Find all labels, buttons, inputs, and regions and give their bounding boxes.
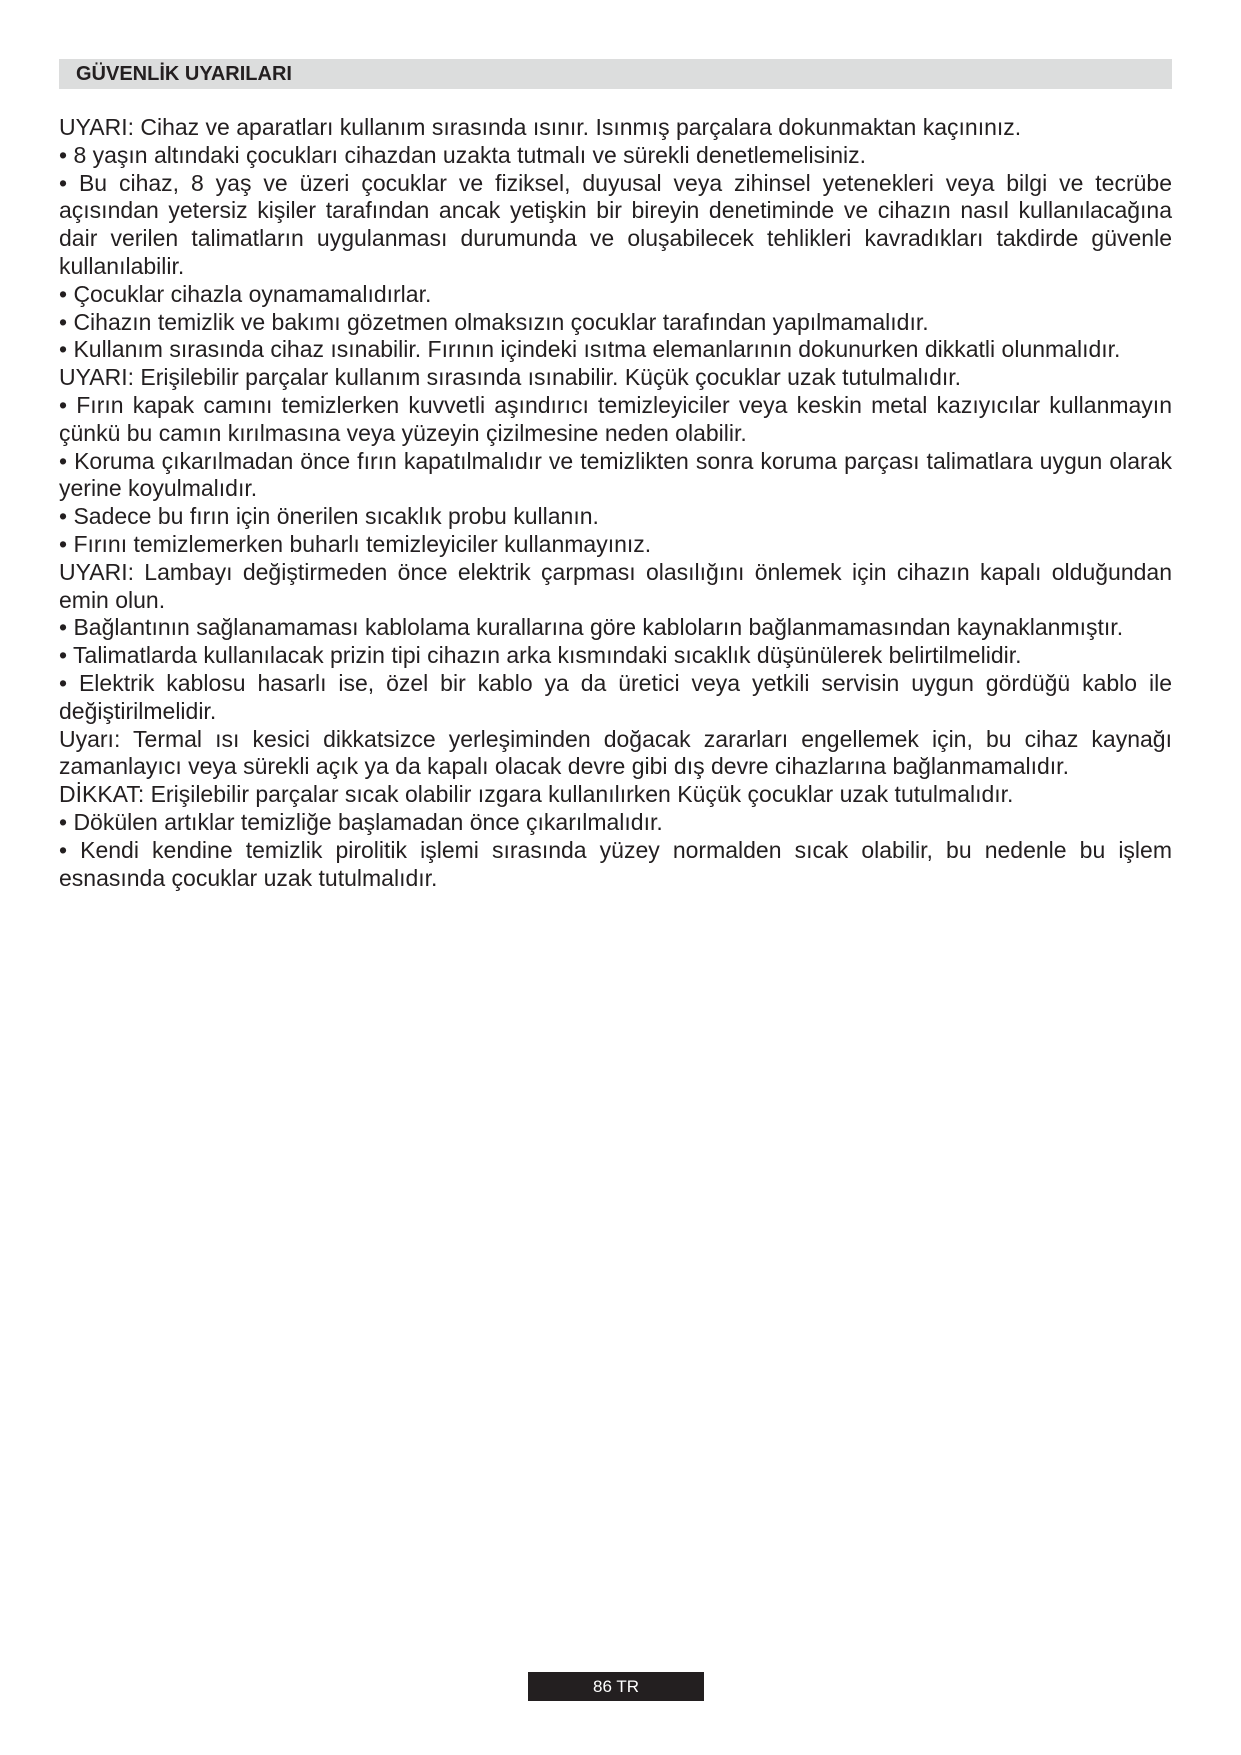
warning-paragraph: • Kullanım sırasında cihaz ısınabilir. Fırının içindeki ısıtma elemanlarının dokunurken dikkatli olunmalıdır. (59, 336, 1121, 363)
warning-paragraph: • Fırını temizlemerken buharlı temizleyiciler kullanmayınız. (59, 530, 652, 557)
warning-paragraph: • Dökülen artıklar temizliğe başlamadan önce çıkarılmalıdır. (59, 808, 663, 835)
warning-paragraph: • Sadece bu fırın için önerilen sıcaklık probu kullanın. (59, 503, 599, 530)
warning-text-body (59, 114, 1172, 892)
page-number: 86 TR (528, 1672, 704, 1701)
warning-paragraph: • Bu cihaz, 8 yaş ve üzeri çocuklar ve fiziksel, duyusal veya zihinsel yetenekleri veya bilgi ve tecrübe açısından yetersiz kişiler tarafından ancak yetişkin bir bireyin denetiminde ve cihazın nasıl kullanılacağına dair verilen talimatların uygulanması durumunda ve oluşabilecek tehlikleri kavradıkları takdirde güvenle kullanılabilir. (59, 169, 1172, 279)
warning-paragraph: • Koruma çıkarılmadan önce fırın kapatılmalıdır ve temizlikten sonra koruma parçası talimatlara uygun olarak yerine koyulmalıdır. (59, 447, 1172, 502)
warning-paragraph: • Fırın kapak camını temizlerken kuvvetli aşındırıcı temizleyiciler veya keskin metal kazıyıcılar kullanmayın çünkü bu camın kırılmasına veya yüzeyin çizilmesine neden olabilir. (59, 391, 1172, 446)
warning-paragraph: • Bağlantının sağlanamaması kablolama kurallarına göre kabloların bağlanmamasından kaynaklanmıştır. (59, 614, 1124, 641)
section-title: GÜVENLİK UYARILARI (59, 59, 1172, 89)
warning-paragraph: • Cihazın temizlik ve bakımı gözetmen olmaksızın çocuklar tarafından yapılmamalıdır. (59, 308, 929, 335)
warning-paragraph: • Talimatlarda kullanılacak prizin tipi cihazın arka kısmındaki sıcaklık düşünülerek belirtilmelidir. (59, 642, 1022, 669)
warning-paragraph: • Çocuklar cihazla oynamamalıdırlar. (59, 280, 432, 307)
warning-paragraph: • Kendi kendine temizlik pirolitik işlemi sırasında yüzey normalden sıcak olabilir, bu nedenle bu işlem esnasında çocuklar uzak tutulmalıdır. (59, 836, 1172, 891)
warning-paragraph: UYARI: Lambayı değiştirmeden önce elektrik çarpması olasılığını önlemek için cihazın kapalı olduğundan emin olun. (59, 558, 1172, 613)
warning-paragraph: • 8 yaşın altındaki çocukları cihazdan uzakta tutmalı ve sürekli denetlemelisiniz. (59, 141, 867, 168)
warning-paragraph: • Elektrik kablosu hasarlı ise, özel bir kablo ya da üretici veya yetkili servisin uygun gördüğü kablo ile değiştirilmelidir. (59, 669, 1172, 724)
warning-paragraph: UYARI: Cihaz ve aparatları kullanım sırasında ısınır. Isınmış parçalara dokunmaktan kaçınınız. (59, 114, 1022, 140)
warning-paragraph: Uyarı: Termal ısı kesici dikkatsizce yerleşiminden doğacak zararları engellemek için, bu cihaz kaynağı zamanlayıcı veya sürekli açık ya da kapalı olacak devre gibi dış devre cihazlarına bağlanmamalıdır. (59, 725, 1172, 780)
warning-paragraph: DİKKAT: Erişilebilir parçalar sıcak olabilir ızgara kullanılırken Küçük çocuklar uzak tutulmalıdır. (59, 781, 1014, 808)
warning-paragraph: UYARI: Erişilebilir parçalar kullanım sırasında ısınabilir. Küçük çocuklar uzak tutulmalıdır. (59, 364, 962, 391)
